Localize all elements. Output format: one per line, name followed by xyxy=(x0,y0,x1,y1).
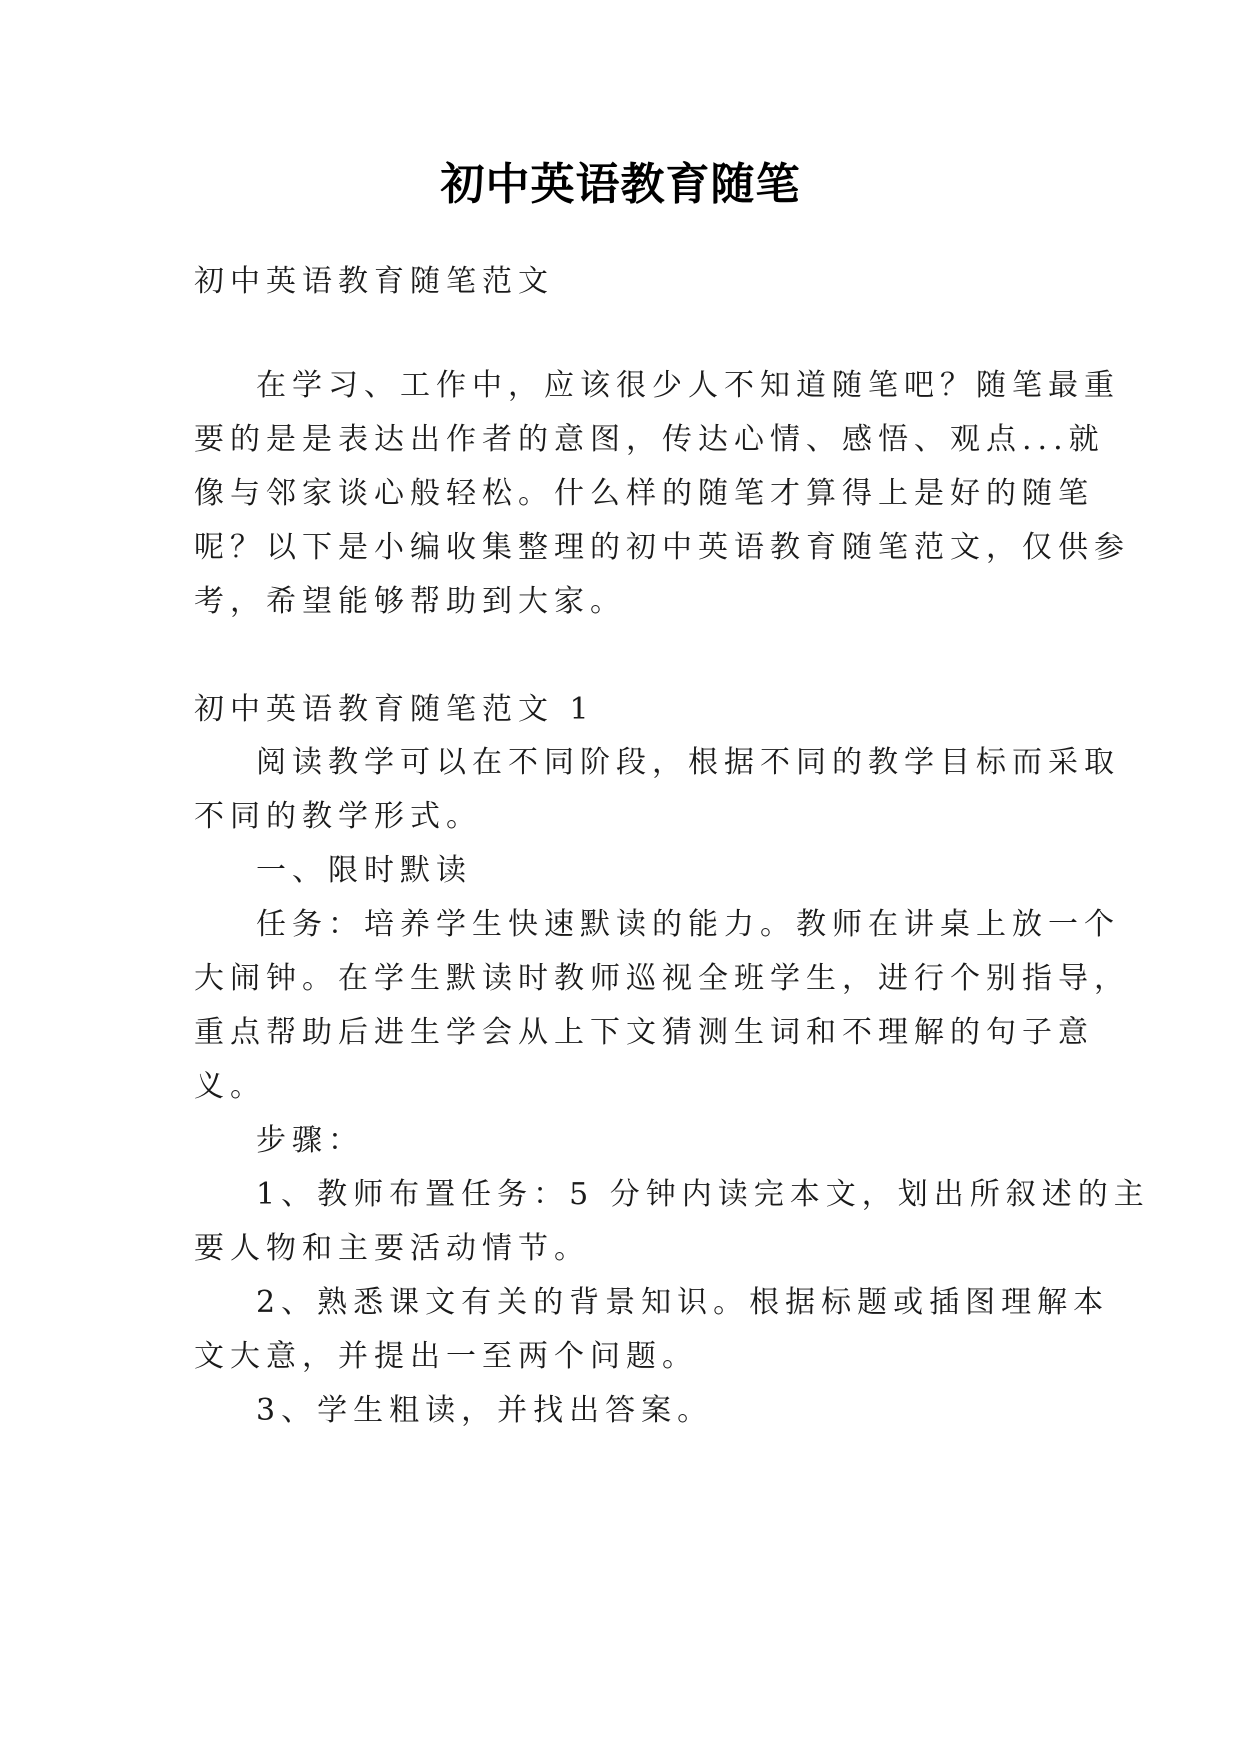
intro-line: 像与邻家谈心般轻松。什么样的随笔才算得上是好的随笔 xyxy=(194,476,1094,511)
intro-line: 呢？以下是小编收集整理的初中英语教育随笔范文，仅供参 xyxy=(194,530,1130,565)
task-line: 任务：培养学生快速默读的能力。教师在讲桌上放一个 xyxy=(256,907,1120,942)
step-line: 3、学生粗读，并找出答案。 xyxy=(256,1393,714,1428)
section-heading: 初中英语教育随笔范文 1 xyxy=(194,692,595,727)
intro-line: 要的是是表达出作者的意图，传达心情、感悟、观点...就 xyxy=(194,422,1105,457)
page-title: 初中英语教育随笔 xyxy=(440,159,801,210)
subtitle: 初中英语教育随笔范文 xyxy=(194,264,554,299)
task-line: 义。 xyxy=(194,1069,266,1104)
task-line: 大闹钟。在学生默读时教师巡视全班学生，进行个别指导， xyxy=(194,961,1130,996)
intro-line: 在学习、工作中，应该很少人不知道随笔吧？随笔最重 xyxy=(256,368,1120,403)
step-line: 要人物和主要活动情节。 xyxy=(194,1231,590,1266)
step-line: 2、熟悉课文有关的背景知识。根据标题或插图理解本 xyxy=(256,1285,1110,1320)
paragraph-line: 阅读教学可以在不同阶段，根据不同的教学目标而采取 xyxy=(256,745,1120,780)
steps-label: 步骤： xyxy=(256,1123,364,1158)
task-line: 重点帮助后进生学会从上下文猜测生词和不理解的句子意 xyxy=(194,1015,1094,1050)
paragraph-line: 不同的教学形式。 xyxy=(194,799,482,834)
step-line: 文大意，并提出一至两个问题。 xyxy=(194,1339,698,1374)
item-heading: 一、限时默读 xyxy=(256,853,472,888)
intro-line: 考，希望能够帮助到大家。 xyxy=(194,584,626,619)
step-line: 1、教师布置任务：5 分钟内读完本文，划出所叙述的主 xyxy=(256,1177,1150,1212)
